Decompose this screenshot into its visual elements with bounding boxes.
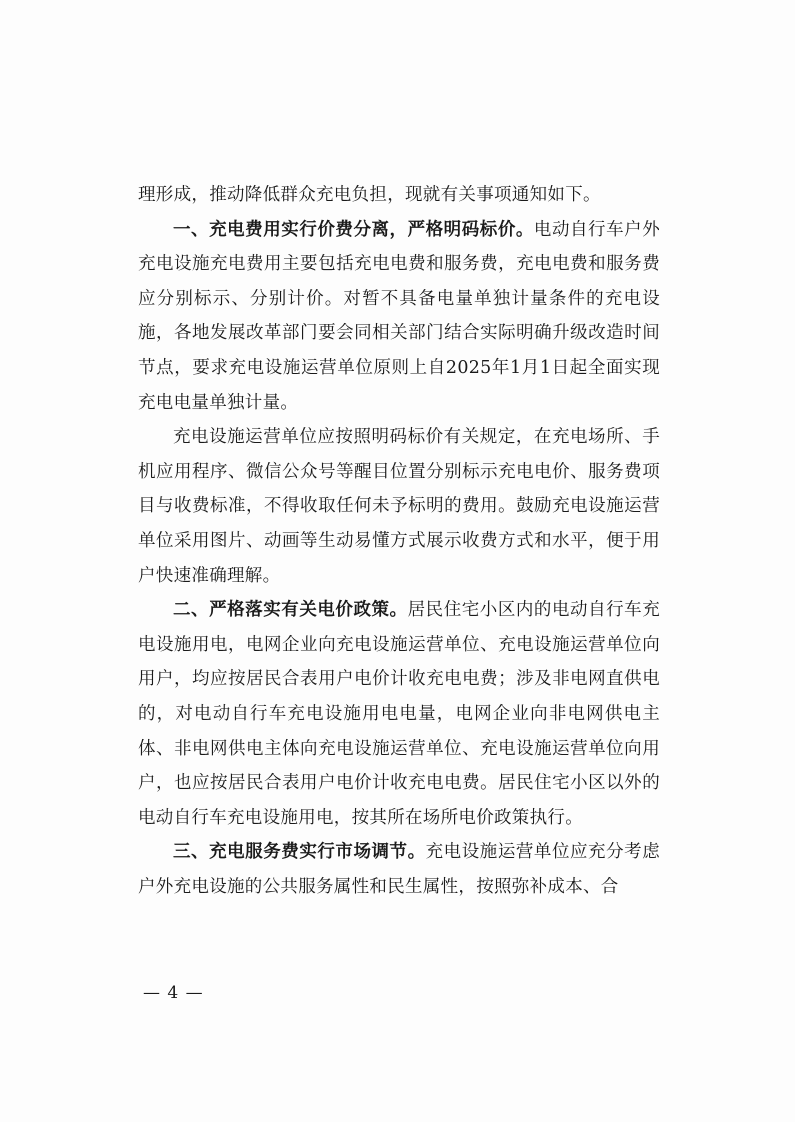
paragraph-2-text: 电动自行车户外充电设施充电费用主要包括充电电费和服务费，充电电费和服务费应分别标示、分别计价。对暂不具备电量单独计量条件的充电设施，各地发展改革部门要会同相关部门结合实际明确升级改造时间节点，要求充电设施运营单位原则上自2025年1月1日起全面实现充电电量单独计量。: [138, 219, 660, 413]
paragraph-1-text: 理形成，推动降低群众充电负担，现就有关事项通知如下。: [138, 185, 601, 205]
paragraph-5: [138, 835, 660, 904]
paragraph-3-text: 充电设施运营单位应按照明码标价有关规定，在充电场所、手机应用程序、微信公众号等醒目位置分别标示充电电价、服务费项目与收费标准，不得收取任何未予标明的费用。鼓励充电设施运营单位采用图片、动画等生动易懂方式展示收费方式和水平，便于用户快速准确理解。: [138, 427, 660, 586]
paragraph-4: [138, 593, 660, 835]
paragraph-5-text: 充电设施运营单位应充分考虑户外充电设施的公共服务属性和民生属性，按照弥补成本、合: [138, 842, 660, 897]
paragraph-3: [138, 420, 660, 593]
paragraph-4-text: 居民住宅小区内的电动自行车充电设施用电，电网企业向充电设施运营单位、充电设施运营单位向用户，均应按居民合表用户电价计收充电电费；涉及非电网直供电的，对电动自行车充电设施用电电量，电网企业向非电网供电主体、非电网供电主体向充电设施运营单位、充电设施运营单位向用户，也应按居民合表用户电价计收充电电费。居民住宅小区以外的电动自行车充电设施用电，按其所在场所电价政策执行。: [138, 600, 661, 828]
page-number: — 4 —: [143, 983, 204, 1003]
paragraph-1: [138, 178, 660, 213]
paragraph-2: [138, 213, 660, 421]
paragraph-5-heading: 三、充电服务费实行市场调节。: [173, 842, 426, 863]
paragraph-4-heading: 二、严格落实有关电价政策。: [173, 600, 408, 621]
document-body: [138, 178, 660, 904]
paragraph-2-heading: 一、充电费用实行价费分离，严格明码标价。: [173, 219, 534, 240]
